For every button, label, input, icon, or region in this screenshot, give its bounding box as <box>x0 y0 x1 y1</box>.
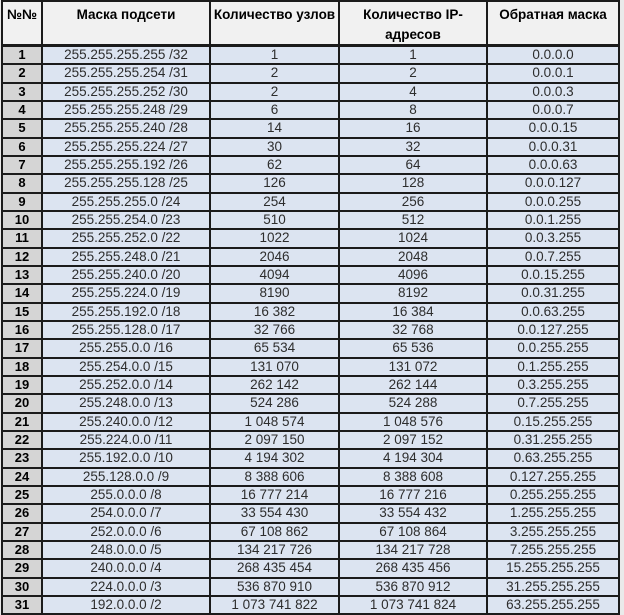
ip-count-cell: 524 288 <box>339 394 487 412</box>
wildcard-mask-cell: 31.255.255.255 <box>487 578 619 596</box>
row-number-cell: 27 <box>2 523 42 541</box>
ip-count-cell: 262 144 <box>339 376 487 394</box>
table-row <box>2 486 619 504</box>
table-row <box>2 596 619 614</box>
table-row <box>2 523 619 541</box>
row-number-cell: 6 <box>2 138 42 156</box>
wildcard-mask-cell: 0.3.255.255 <box>487 376 619 394</box>
subnet-mask-cell: 255.255.255.0 /24 <box>42 193 210 211</box>
subnet-mask-cell: 255.255.255.240 /28 <box>42 119 210 137</box>
subnet-mask-cell: 255.254.0.0 /15 <box>42 358 210 376</box>
table-row <box>2 431 619 449</box>
ip-count-cell: 4 194 304 <box>339 449 487 467</box>
host-count-cell: 536 870 910 <box>210 578 339 596</box>
wildcard-mask-cell: 0.1.255.255 <box>487 358 619 376</box>
host-count-cell: 1 <box>210 46 339 65</box>
subnet-mask-cell: 255.128.0.0 /9 <box>42 468 210 486</box>
table-row <box>2 376 619 394</box>
wildcard-mask-cell: 7.255.255.255 <box>487 541 619 559</box>
row-number-cell: 4 <box>2 101 42 119</box>
subnet-mask-cell: 255.255.240.0 /20 <box>42 266 210 284</box>
table-row <box>2 284 619 302</box>
host-count-cell: 8 388 606 <box>210 468 339 486</box>
subnet-mask-cell: 255.252.0.0 /14 <box>42 376 210 394</box>
ip-count-cell: 4 <box>339 83 487 101</box>
table-row <box>2 229 619 247</box>
table-header <box>2 1 619 46</box>
header-row <box>2 1 619 46</box>
row-number-cell: 8 <box>2 174 42 192</box>
table-row <box>2 83 619 101</box>
ip-count-cell: 67 108 864 <box>339 523 487 541</box>
wildcard-mask-cell: 0.0.7.255 <box>487 248 619 266</box>
host-count-cell: 134 217 726 <box>210 541 339 559</box>
wildcard-mask-cell: 0.0.0.3 <box>487 83 619 101</box>
subnet-mask-cell: 255.255.255.255 /32 <box>42 46 210 65</box>
host-count-cell: 126 <box>210 174 339 192</box>
wildcard-mask-cell: 0.0.0.31 <box>487 138 619 156</box>
row-number-cell: 5 <box>2 119 42 137</box>
host-count-cell: 67 108 862 <box>210 523 339 541</box>
row-number-cell: 28 <box>2 541 42 559</box>
wildcard-mask-cell: 0.0.1.255 <box>487 211 619 229</box>
row-number-cell: 12 <box>2 248 42 266</box>
host-count-cell: 30 <box>210 138 339 156</box>
ip-count-cell: 256 <box>339 193 487 211</box>
ip-count-cell: 8 <box>339 101 487 119</box>
header-cell-ip-count: Количество IP-адресов <box>339 1 487 46</box>
host-count-cell: 268 435 454 <box>210 559 339 577</box>
host-count-cell: 1022 <box>210 229 339 247</box>
table-row <box>2 64 619 82</box>
subnet-mask-cell: 248.0.0.0 /5 <box>42 541 210 559</box>
host-count-cell: 524 286 <box>210 394 339 412</box>
wildcard-mask-cell: 0.15.255.255 <box>487 413 619 431</box>
table-row <box>2 46 619 65</box>
table-row <box>2 394 619 412</box>
wildcard-mask-cell: 0.0.0.127 <box>487 174 619 192</box>
subnet-mask-cell: 192.0.0.0 /2 <box>42 596 210 614</box>
wildcard-mask-cell: 0.127.255.255 <box>487 468 619 486</box>
table-row <box>2 266 619 284</box>
wildcard-mask-cell: 15.255.255.255 <box>487 559 619 577</box>
subnet-mask-cell: 255.255.255.192 /26 <box>42 156 210 174</box>
row-number-cell: 21 <box>2 413 42 431</box>
subnet-mask-cell: 255.192.0.0 /10 <box>42 449 210 467</box>
ip-count-cell: 268 435 456 <box>339 559 487 577</box>
row-number-cell: 19 <box>2 376 42 394</box>
table-row <box>2 156 619 174</box>
host-count-cell: 131 070 <box>210 358 339 376</box>
ip-count-cell: 2 097 152 <box>339 431 487 449</box>
row-number-cell: 10 <box>2 211 42 229</box>
row-number-cell: 24 <box>2 468 42 486</box>
subnet-mask-cell: 255.0.0.0 /8 <box>42 486 210 504</box>
host-count-cell: 8190 <box>210 284 339 302</box>
ip-count-cell: 536 870 912 <box>339 578 487 596</box>
ip-count-cell: 1024 <box>339 229 487 247</box>
host-count-cell: 510 <box>210 211 339 229</box>
subnet-mask-cell: 224.0.0.0 /3 <box>42 578 210 596</box>
table-row <box>2 541 619 559</box>
ip-count-cell: 16 <box>339 119 487 137</box>
subnet-mask-cell: 255.240.0.0 /12 <box>42 413 210 431</box>
table-row <box>2 559 619 577</box>
host-count-cell: 14 <box>210 119 339 137</box>
row-number-cell: 7 <box>2 156 42 174</box>
table-row <box>2 413 619 431</box>
subnet-mask-cell: 255.255.224.0 /19 <box>42 284 210 302</box>
host-count-cell: 2 097 150 <box>210 431 339 449</box>
subnet-mask-cell: 255.255.0.0 /16 <box>42 339 210 357</box>
subnet-mask-cell: 255.255.255.128 /25 <box>42 174 210 192</box>
subnet-mask-cell: 254.0.0.0 /7 <box>42 504 210 522</box>
wildcard-mask-cell: 0.255.255.255 <box>487 486 619 504</box>
table-row <box>2 119 619 137</box>
table-row <box>2 248 619 266</box>
subnet-mask-cell: 255.255.255.254 /31 <box>42 64 210 82</box>
wildcard-mask-cell: 0.0.0.63 <box>487 156 619 174</box>
subnet-mask-cell: 255.255.248.0 /21 <box>42 248 210 266</box>
subnet-mask-cell: 255.248.0.0 /13 <box>42 394 210 412</box>
subnet-mask-cell: 255.255.255.252 /30 <box>42 83 210 101</box>
ip-count-cell: 134 217 728 <box>339 541 487 559</box>
subnet-mask-cell: 255.255.128.0 /17 <box>42 321 210 339</box>
row-number-cell: 20 <box>2 394 42 412</box>
row-number-cell: 3 <box>2 83 42 101</box>
table-row <box>2 578 619 596</box>
wildcard-mask-cell: 0.0.0.7 <box>487 101 619 119</box>
host-count-cell: 2 <box>210 83 339 101</box>
subnet-mask-cell: 255.224.0.0 /11 <box>42 431 210 449</box>
header-cell-host-count: Количество узлов <box>210 1 339 46</box>
subnet-mask-cell: 255.255.252.0 /22 <box>42 229 210 247</box>
host-count-cell: 254 <box>210 193 339 211</box>
table-row <box>2 101 619 119</box>
table-row <box>2 211 619 229</box>
table-row <box>2 138 619 156</box>
row-number-cell: 16 <box>2 321 42 339</box>
row-number-cell: 17 <box>2 339 42 357</box>
subnet-mask-table <box>1 0 620 615</box>
host-count-cell: 6 <box>210 101 339 119</box>
ip-count-cell: 32 768 <box>339 321 487 339</box>
row-number-cell: 23 <box>2 449 42 467</box>
wildcard-mask-cell: 0.31.255.255 <box>487 431 619 449</box>
table-row <box>2 174 619 192</box>
host-count-cell: 65 534 <box>210 339 339 357</box>
host-count-cell: 4 194 302 <box>210 449 339 467</box>
ip-count-cell: 8192 <box>339 284 487 302</box>
row-number-cell: 18 <box>2 358 42 376</box>
row-number-cell: 9 <box>2 193 42 211</box>
host-count-cell: 1 048 574 <box>210 413 339 431</box>
wildcard-mask-cell: 0.0.31.255 <box>487 284 619 302</box>
wildcard-mask-cell: 0.0.127.255 <box>487 321 619 339</box>
ip-count-cell: 64 <box>339 156 487 174</box>
subnet-mask-cell: 255.255.192.0 /18 <box>42 303 210 321</box>
ip-count-cell: 131 072 <box>339 358 487 376</box>
subnet-mask-cell: 255.255.254.0 /23 <box>42 211 210 229</box>
ip-count-cell: 16 384 <box>339 303 487 321</box>
subnet-mask-cell: 255.255.255.224 /27 <box>42 138 210 156</box>
header-cell-subnet-mask: Маска подсети <box>42 1 210 46</box>
row-number-cell: 29 <box>2 559 42 577</box>
table-row <box>2 504 619 522</box>
subnet-mask-cell: 240.0.0.0 /4 <box>42 559 210 577</box>
wildcard-mask-cell: 0.0.0.0 <box>487 46 619 65</box>
host-count-cell: 4094 <box>210 266 339 284</box>
row-number-cell: 14 <box>2 284 42 302</box>
ip-count-cell: 65 536 <box>339 339 487 357</box>
ip-count-cell: 2048 <box>339 248 487 266</box>
ip-count-cell: 512 <box>339 211 487 229</box>
host-count-cell: 16 777 214 <box>210 486 339 504</box>
wildcard-mask-cell: 63.255.255.255 <box>487 596 619 614</box>
host-count-cell: 1 073 741 822 <box>210 596 339 614</box>
ip-count-cell: 32 <box>339 138 487 156</box>
host-count-cell: 2046 <box>210 248 339 266</box>
table-body <box>2 46 619 615</box>
row-number-cell: 25 <box>2 486 42 504</box>
row-number-cell: 15 <box>2 303 42 321</box>
wildcard-mask-cell: 1.255.255.255 <box>487 504 619 522</box>
header-cell-number: №№ <box>2 1 42 46</box>
wildcard-mask-cell: 0.0.3.255 <box>487 229 619 247</box>
wildcard-mask-cell: 0.0.63.255 <box>487 303 619 321</box>
ip-count-cell: 1 073 741 824 <box>339 596 487 614</box>
table-row <box>2 339 619 357</box>
row-number-cell: 2 <box>2 64 42 82</box>
wildcard-mask-cell: 3.255.255.255 <box>487 523 619 541</box>
wildcard-mask-cell: 0.0.0.255 <box>487 193 619 211</box>
header-cell-wildcard-mask: Обратная маска <box>487 1 619 46</box>
wildcard-mask-cell: 0.0.15.255 <box>487 266 619 284</box>
ip-count-cell: 2 <box>339 64 487 82</box>
wildcard-mask-cell: 0.0.255.255 <box>487 339 619 357</box>
row-number-cell: 22 <box>2 431 42 449</box>
table-row <box>2 449 619 467</box>
table-row <box>2 303 619 321</box>
host-count-cell: 32 766 <box>210 321 339 339</box>
table-row <box>2 321 619 339</box>
table-row <box>2 358 619 376</box>
subnet-mask-cell: 252.0.0.0 /6 <box>42 523 210 541</box>
host-count-cell: 16 382 <box>210 303 339 321</box>
ip-count-cell: 8 388 608 <box>339 468 487 486</box>
table-row <box>2 468 619 486</box>
ip-count-cell: 128 <box>339 174 487 192</box>
ip-count-cell: 1 048 576 <box>339 413 487 431</box>
row-number-cell: 1 <box>2 46 42 65</box>
ip-count-cell: 33 554 432 <box>339 504 487 522</box>
ip-count-cell: 16 777 216 <box>339 486 487 504</box>
ip-count-cell: 4096 <box>339 266 487 284</box>
host-count-cell: 262 142 <box>210 376 339 394</box>
table-row <box>2 193 619 211</box>
wildcard-mask-cell: 0.0.0.1 <box>487 64 619 82</box>
wildcard-mask-cell: 0.7.255.255 <box>487 394 619 412</box>
row-number-cell: 26 <box>2 504 42 522</box>
host-count-cell: 33 554 430 <box>210 504 339 522</box>
wildcard-mask-cell: 0.63.255.255 <box>487 449 619 467</box>
wildcard-mask-cell: 0.0.0.15 <box>487 119 619 137</box>
row-number-cell: 30 <box>2 578 42 596</box>
row-number-cell: 11 <box>2 229 42 247</box>
ip-count-cell: 1 <box>339 46 487 65</box>
row-number-cell: 31 <box>2 596 42 614</box>
host-count-cell: 62 <box>210 156 339 174</box>
subnet-mask-cell: 255.255.255.248 /29 <box>42 101 210 119</box>
host-count-cell: 2 <box>210 64 339 82</box>
row-number-cell: 13 <box>2 266 42 284</box>
